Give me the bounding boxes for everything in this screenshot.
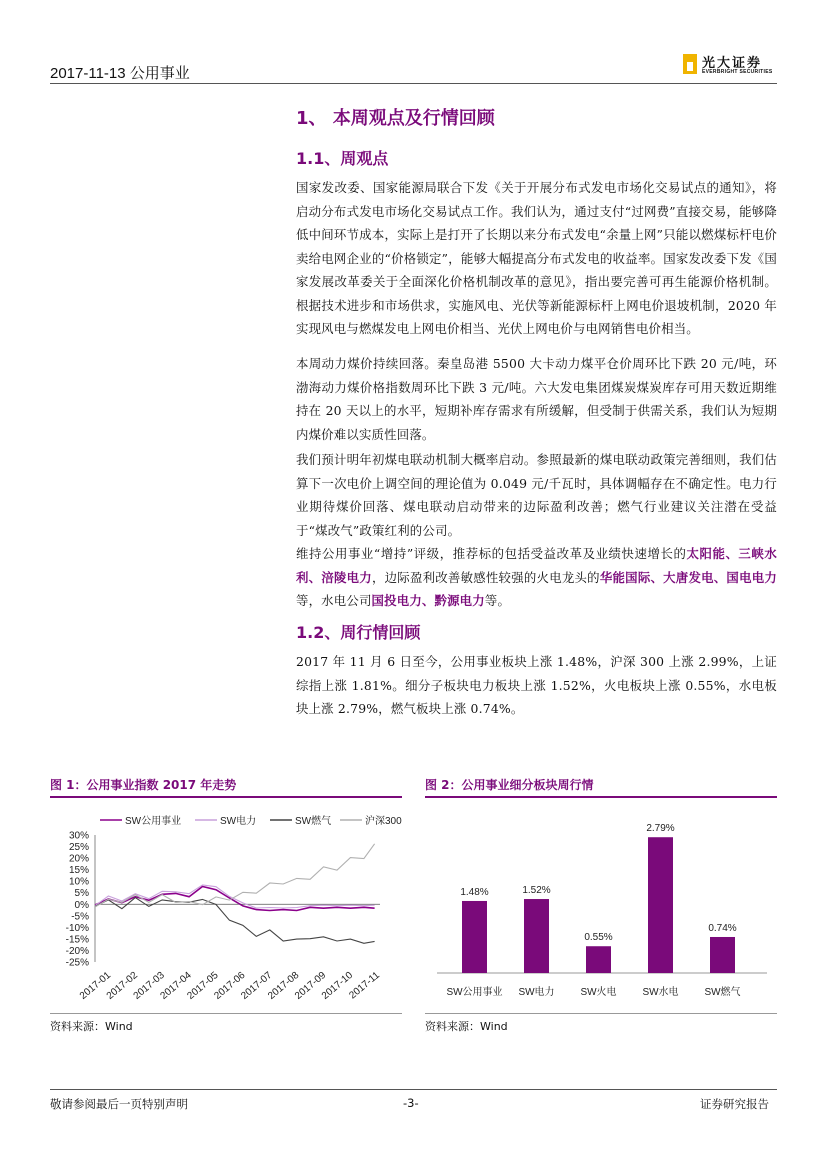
recommended-stocks-3: 国投电力、黔源电力 [371,593,485,608]
category-label: SW燃气 [704,987,741,998]
category-label: SW火电 [580,987,617,998]
logo-text-en: EVERBRIGHT SECURITIES [702,69,773,75]
company-logo [683,52,783,78]
fig2-bar-chart [425,805,777,1012]
fig2-source: 资料来源：Wind [425,1020,508,1033]
footer-divider [50,1089,777,1090]
y-tick-label: 10% [68,876,89,888]
logo-mark-icon [683,54,697,74]
fig1-line-chart [50,805,405,1012]
bar-value-label: 1.48% [460,886,489,898]
paragraph-2: 本周动力煤价持续回落。秦皇岛港 5500 大卡动力煤平仓价周环比下跌 20 元/吨，环渤海动力煤价格指数周环比下跌 3 元/吨。六大发电集团煤炭煤炭库存可用天数近期维持在 20 天以上的水平，短期补库存需求有所缓解，但受制于供需关系，我们认为短期内煤价难以实质性回落。 [296,356,777,442]
category-label: SW公用事业 [446,987,503,998]
y-tick-label: -5% [71,911,89,923]
y-tick-label: -15% [65,934,89,946]
footer-disclaimer: 敬请参阅最后一页特别声明 [50,1097,188,1111]
bar-0 [462,901,487,973]
bar-value-label: 2.79% [646,823,675,835]
y-tick-label: 5% [74,888,89,900]
page-number: -3- [403,1096,419,1110]
x-tick-label: 2017-01 [77,969,114,1002]
fig2-bottom-rule [425,1013,777,1014]
bar-3 [648,837,673,973]
y-tick-label: 15% [68,865,89,877]
x-tick-label: 2017-03 [131,969,167,1002]
legend-label-0: SW公用事业 [125,816,182,827]
x-tick-label: 2017-11 [347,969,382,1002]
paragraph-4: 维持公用事业“增持”评级，推荐标的包括受益改革及业绩快速增长的太阳能、三峡水利、涪陵电力，边际盈利改善敏感性较强的火电龙头的华能国际、大唐发电、国电电力等，水电公司国投电力、黔源电力等。 [296,546,778,608]
bar-2 [586,946,611,973]
bar-1 [524,899,549,973]
x-tick-label: 2017-08 [266,969,302,1002]
header-date-sector: 2017-11-13 公用事业 [50,65,190,82]
y-tick-label: -25% [65,957,89,969]
x-tick-label: 2017-02 [104,969,140,1002]
legend-label-1: SW电力 [220,816,257,827]
section-1-1-title: 1.1、周观点 [296,149,389,168]
section-1-title: 1、 本周观点及行情回顾 [296,108,495,129]
y-tick-label: 30% [68,830,89,842]
bar-value-label: 1.52% [522,885,551,897]
paragraph-5: 2017 年 11 月 6 日至今，公用事业板块上涨 1.48%，沪深 300 上涨 2.99%，上证综指上涨 1.81%。细分子板块电力板块上涨 1.52%，火电板块上涨 0.55%，水电板块上涨 2.79%，燃气板块上涨 0.74%。 [296,654,777,716]
x-tick-label: 2017-07 [239,969,275,1002]
legend-label-3: 沪深300 [365,816,402,827]
fig1-title-rule [50,796,402,798]
recommended-stocks-1: 太阳能、三峡水利、涪陵电力 [296,546,777,585]
fig2-title: 图 2：公用事业细分板块周行情 [425,778,594,792]
paragraph-3: 我们预计明年初煤电联动机制大概率启动。参照最新的煤电联动政策完善细则，我们估算下一次电价上调空间的理论值为 0.049 元/千瓦时，具体调幅存在不确定性。电力行业期待煤价回落、煤电联动启动带来的边际盈利改善；燃气行业建议关注潜在受益于“煤改气”政策红利的公司。 [296,452,777,538]
y-tick-label: 25% [68,842,89,854]
x-tick-label: 2017-10 [319,969,356,1002]
y-tick-label: -10% [65,922,89,934]
footer-report-type: 证券研究报告 [700,1097,769,1111]
fig1-bottom-rule [50,1013,402,1014]
category-label: SW电力 [518,987,555,998]
recommended-stocks-2: 华能国际、大唐发电、国电电力 [599,569,778,585]
section-1-2-title: 1.2、周行情回顾 [296,623,421,642]
y-tick-label: 20% [68,853,89,865]
paragraph-1: 国家发改委、国家能源局联合下发《关于开展分布式发电市场化交易试点的通知》，将启动分布式发电市场化交易试点工作。我们认为，通过支付“过网费”直接交易，能够降低中间环节成本，实际上是打开了长期以来分布式发电“余量上网”只能以燃煤标杆电价卖给电网企业的“价格锁定”，能够大幅提高分布式发电的收益率。国家发改委下发《国家发展改革委关于全面深化价格机制改革的意见》，指出要完善可再生能源价格机制。根据技术进步和市场供求，实施风电、光伏等新能源标杆上网电价退坡机制，2020 年实现风电与燃煤发电上网电价相当、光伏上网电价与电网销售电价相当。 [296,180,777,336]
fig1-source: 资料来源：Wind [50,1020,133,1033]
legend-label-2: SW燃气 [295,816,332,827]
x-tick-label: 2017-05 [185,969,221,1002]
x-tick-label: 2017-04 [158,969,194,1002]
fig2-title-rule [425,796,777,798]
y-tick-label: 0% [74,899,89,911]
logo-text-cn: 光大证券 [702,56,763,71]
bar-value-label: 0.55% [584,932,613,944]
x-tick-label: 2017-09 [292,969,329,1002]
bar-4 [710,937,735,973]
category-label: SW水电 [642,987,679,998]
y-tick-label: -20% [65,945,89,957]
fig1-title: 图 1：公用事业指数 2017 年走势 [50,778,237,792]
x-tick-label: 2017-06 [212,969,248,1002]
header-divider [50,83,777,84]
bar-value-label: 0.74% [708,922,737,934]
